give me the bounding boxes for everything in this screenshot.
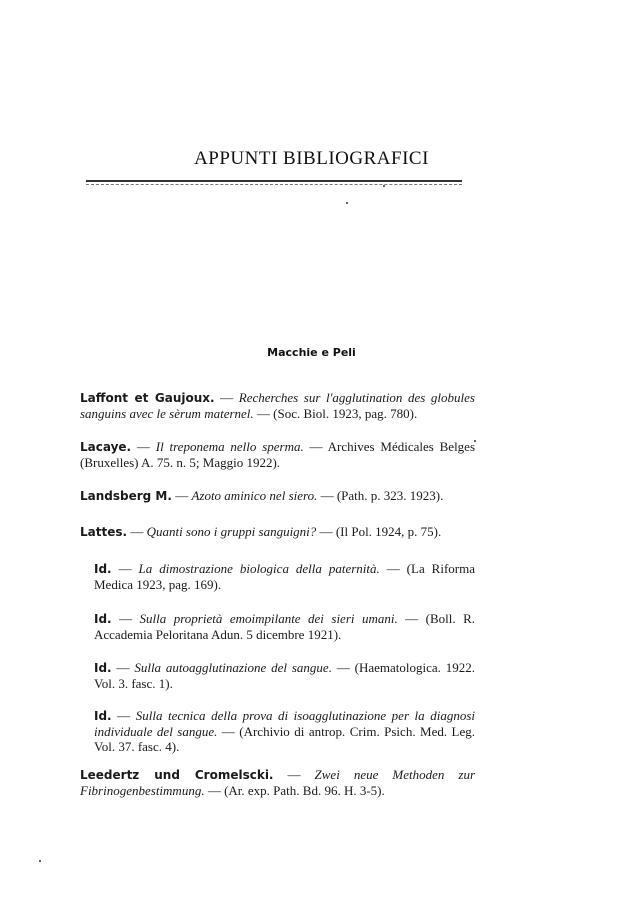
entry-work: Il treponema nello sperma. <box>155 439 304 454</box>
page-title: APPUNTI BIBLIOGRAFICI <box>194 148 429 169</box>
entry-reference: Archives Médicales Belges (Bruxelles) A. 75. n. 5; Maggio 1922). <box>80 439 476 470</box>
entry-reference: (Il Pol. 1924, p. 75). <box>335 524 442 539</box>
entry-work: Azoto aminico nel siero. <box>191 488 318 503</box>
bibliography-entry <box>94 611 475 642</box>
entry-separator: — <box>214 390 239 405</box>
entry-work: Sulla tecnica della prova di isoagglutinazione per la diagnosi individuale del sangue. <box>94 708 476 739</box>
entry-separator: — <box>111 561 139 576</box>
entry-separator: — <box>171 488 192 503</box>
bibliography-entry <box>94 561 475 592</box>
entry-separator: — <box>253 406 274 421</box>
section-heading: Macchie e Peli <box>267 346 356 359</box>
entry-separator: — <box>379 561 407 576</box>
entry-separator: — <box>273 767 315 782</box>
bibliography-entry <box>80 767 475 798</box>
bibliography-entry <box>80 439 475 470</box>
entry-author: Id. <box>94 562 112 576</box>
entry-separator: — <box>127 524 147 539</box>
entry-author: Laffont et Gaujoux. <box>80 391 215 405</box>
entry-separator: — <box>316 524 336 539</box>
entry-author: Id. <box>94 709 112 723</box>
entry-separator: — <box>217 724 240 739</box>
entry-separator: — <box>317 488 337 503</box>
entry-work: Quanti sono i gruppi sanguigni? <box>146 524 317 539</box>
entry-separator: — <box>111 660 135 675</box>
entry-author: Id. <box>94 612 112 626</box>
entry-separator: — <box>131 439 156 454</box>
bibliography-entry <box>80 488 475 504</box>
entry-separator: — <box>204 783 225 798</box>
speck <box>39 860 41 862</box>
entry-author: Id. <box>94 661 112 675</box>
entry-author: Leedertz und Cromelscki. <box>80 768 274 782</box>
entry-work: Sulla autoagglutinazione del sangue. <box>134 660 332 675</box>
entry-separator: — <box>303 439 328 454</box>
bibliography-entry <box>94 660 475 691</box>
entry-author: Lattes. <box>80 525 128 539</box>
entry-work: Sulla proprietà emoimpilante dei sieri umani. <box>139 611 398 626</box>
bibliography-entry <box>80 390 475 421</box>
entry-separator: — <box>331 660 355 675</box>
entry-reference: (Boll. R. Accademia Peloritana Adun. 5 dicembre 1921). <box>94 611 475 642</box>
entry-reference: (Archivio di antrop. Crim. Psich. Med. Leg. Vol. 37. fasc. 4). <box>94 724 476 754</box>
bibliography-entry <box>94 708 475 754</box>
entry-author: Lacaye. <box>80 440 132 454</box>
entry-separator: — <box>111 708 136 723</box>
entry-reference: (Haematologica. 1922. Vol. 3. fasc. 1). <box>94 660 476 691</box>
speck <box>383 185 385 187</box>
entry-work: Zwei neue Methoden zur Fibrinogenbestimmung. <box>80 767 475 798</box>
entry-work: La dimostrazione biologica della paternità. <box>138 561 380 576</box>
entry-reference: (La Riforma Medica 1923, pag. 169). <box>94 561 475 592</box>
entry-reference: (Ar. exp. Path. Bd. 96. H. 3-5). <box>224 783 385 798</box>
speck <box>346 202 348 204</box>
entry-work: Recherches sur l'agglutination des globules sanguins avec le sèrum maternel. <box>80 390 475 421</box>
entry-author: Landsberg M. <box>80 489 172 503</box>
title-rule-dashed <box>86 184 462 185</box>
entry-reference: (Path. p. 323. 1923). <box>336 488 444 503</box>
entry-reference: (Soc. Biol. 1923, pag. 780). <box>273 406 418 421</box>
entry-separator: — <box>397 611 426 626</box>
entry-separator: — <box>111 611 140 626</box>
title-rule <box>86 180 462 182</box>
bibliography-entry <box>80 524 475 540</box>
